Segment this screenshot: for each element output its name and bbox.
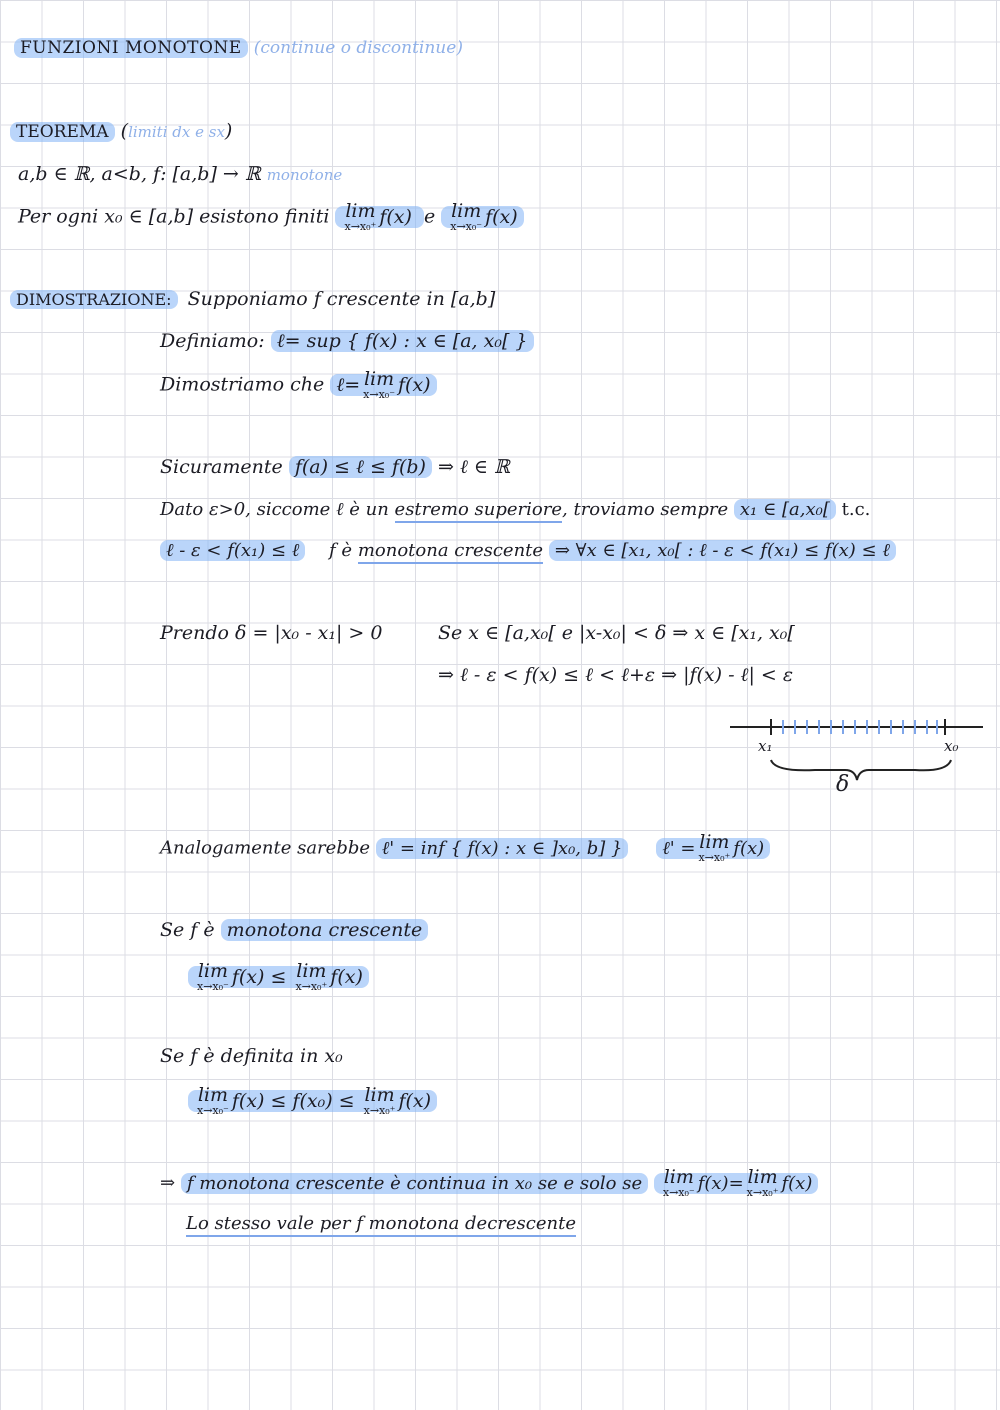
suppose-text: Supponiamo f crescente in [a,b] (187, 288, 496, 310)
lim-word: lim (296, 960, 327, 982)
lim-sub: x→x₀⁻ (197, 1104, 229, 1117)
se-cresc-b: monotona crescente (221, 919, 429, 941)
dimostrazione-heading (10, 286, 495, 313)
analog-lim-op (698, 833, 730, 864)
lim-fx: f(x) (485, 205, 518, 228)
concl-a: ⇒ (160, 1172, 176, 1194)
ineq3-fx-2: f(x) (398, 1089, 432, 1112)
title-paren: (continue o discontinue) (253, 38, 463, 58)
lim-sub: x→x₀⁻ (363, 388, 395, 401)
ineq1: ℓ - ε < f(x₁) ≤ ℓ (160, 540, 305, 561)
lim-word: lim (364, 1084, 395, 1106)
analog-lim-l: ℓ' = (662, 837, 696, 859)
define-expr: ℓ= sup { f(x) : x ∈ [a, x₀[ } (271, 330, 534, 352)
conclusion-line (160, 1168, 818, 1199)
ineq3-fx-1: f(x) (231, 1089, 265, 1112)
concl-lim-left (663, 1168, 695, 1199)
se-x-text: Se x ∈ [a,x₀[ e |x-x₀| < δ ⇒ x ∈ [x₁, x₀[ (438, 622, 795, 644)
hyp-note: monotone (266, 166, 343, 184)
se-cresc-line (160, 917, 428, 943)
ineq2-fx-2: f(x) (330, 965, 363, 988)
delta-brace (771, 760, 951, 780)
and-word: e (423, 205, 436, 228)
show-line (160, 370, 437, 401)
ineq2-lim-right (295, 962, 327, 993)
lim-word: lim (663, 1166, 694, 1188)
lim-word: lim (345, 200, 376, 222)
forall-expr: ⇒ ∀x ∈ [x₁, x₀[ : ℓ - ε < f(x₁) ≤ f(x) ≤ ℓ (549, 540, 896, 561)
define-line (160, 328, 534, 354)
ineq3-lim-right (364, 1086, 396, 1117)
prendo-line (160, 620, 382, 646)
lim-left (450, 202, 482, 233)
sure-label: Sicuramente (160, 456, 283, 478)
se-x-line (438, 620, 795, 646)
lim-sub: x→x₀⁺ (698, 851, 731, 864)
show-expr-l: ℓ= (336, 373, 361, 396)
lim-left-box (441, 200, 523, 233)
concl-eq-expr (654, 1166, 819, 1199)
dato-b: , troviamo sempre (562, 499, 729, 520)
lim-right (344, 202, 376, 233)
ineq2-lim-left (197, 962, 229, 993)
lim-right-box (335, 200, 423, 233)
mono-cresc: monotona crescente (358, 540, 543, 564)
teorema-label: TEOREMA (10, 122, 115, 142)
analog-expr: ℓ' = inf { f(x) : x ∈ ]x₀, b] } (376, 838, 629, 859)
ineq3-lim-left (197, 1086, 229, 1117)
lim-word: lim (363, 368, 395, 390)
teorema-hypothesis (18, 161, 342, 188)
lim-sub: x→x₀⁺ (746, 1186, 779, 1199)
teorema-paren-close: ) (224, 120, 233, 142)
fig-x0-label: x₀ (944, 737, 959, 755)
analog-lim (656, 831, 770, 864)
teorema-statement (18, 202, 524, 233)
ineq-line (160, 538, 896, 564)
show-expr (330, 368, 436, 401)
define-label: Definiamo: (160, 330, 265, 352)
dato-tc: t.c. (841, 499, 871, 520)
sure-line (160, 454, 510, 480)
show-label: Dimostriamo che (160, 373, 325, 396)
teorema-paren-open: ( (120, 120, 129, 142)
impl-line (438, 662, 793, 688)
lim-word: lim (699, 831, 730, 853)
analog-fx: f(x) (733, 837, 765, 859)
f-is: f è (329, 540, 353, 561)
dato-line (160, 497, 870, 523)
ineq3-expr (188, 1084, 437, 1117)
concl-eq: = (728, 1172, 744, 1194)
last-line (186, 1211, 576, 1237)
se-def-line (160, 1043, 343, 1069)
ineq3-mid: ≤ f(x₀) ≤ (270, 1089, 355, 1112)
show-lim (363, 370, 395, 401)
lim-word: lim (747, 1166, 778, 1188)
lim-sub: x→x₀⁺ (344, 220, 377, 233)
concl-b: f monotona crescente è continua in x₀ se e solo se (181, 1173, 648, 1194)
lim-sub: x→x₀⁻ (662, 1186, 695, 1199)
fig-delta-label: δ (836, 772, 850, 797)
teorema-heading (10, 118, 232, 145)
lim-word: lim (451, 200, 482, 222)
concl-fx-2: f(x) (781, 1172, 813, 1194)
statement-text: Per ogni x₀ ∈ [a,b] esistono finiti (18, 205, 330, 228)
fig-x1-label: x₁ (758, 737, 773, 755)
analog-a: Analogamente sarebbe (160, 837, 371, 859)
teorema-note: limiti dx e sx (128, 123, 225, 141)
impl-text: ⇒ ℓ - ε < f(x) ≤ ℓ < ℓ+ε ⇒ |f(x) - ℓ| < ε (438, 664, 794, 686)
lim-sub: x→x₀⁻ (197, 980, 229, 993)
page-title (14, 34, 463, 61)
ineq2-expr (188, 960, 369, 993)
dato-hl: estremo superiore (395, 499, 562, 523)
show-fx: f(x) (398, 373, 431, 396)
concl-fx-1: f(x) (697, 1172, 729, 1194)
dato-x1: x₁ ∈ [a,x₀[ (734, 499, 836, 520)
ineq3-line (188, 1086, 437, 1117)
se-cresc-a: Se f è (160, 919, 215, 941)
hyp-text: a,b ∈ ℝ, a<b, f: [a,b] → ℝ (18, 163, 261, 185)
lim-word: lim (197, 1084, 228, 1106)
last-text: Lo stesso vale per f monotona decrescente (186, 1213, 576, 1237)
lim-sub: x→x₀⁺ (363, 1104, 396, 1117)
dato-a: Dato ε>0, siccome ℓ è un (160, 499, 389, 520)
ineq2-fx-1: f(x) (231, 965, 265, 988)
ineq2-line (188, 962, 369, 993)
lim-fx: f(x) (379, 205, 412, 228)
concl-lim-right (747, 1168, 779, 1199)
lim-word: lim (197, 960, 228, 982)
sure-expr: f(a) ≤ ℓ ≤ f(b) (289, 456, 432, 478)
analog-line (160, 833, 770, 864)
prendo-text: Prendo δ = |x₀ - x₁| > 0 (160, 622, 383, 644)
sure-result: ⇒ ℓ ∈ ℝ (437, 456, 510, 478)
title-main: FUNZIONI MONOTONE (14, 38, 248, 58)
lim-sub: x→x₀⁺ (295, 980, 328, 993)
lim-sub: x→x₀⁻ (450, 220, 483, 233)
ineq2-mid: ≤ (270, 965, 287, 988)
dimostrazione-label: DIMOSTRAZIONE: (10, 290, 178, 309)
se-def-text: Se f è definita in x₀ (160, 1045, 343, 1067)
